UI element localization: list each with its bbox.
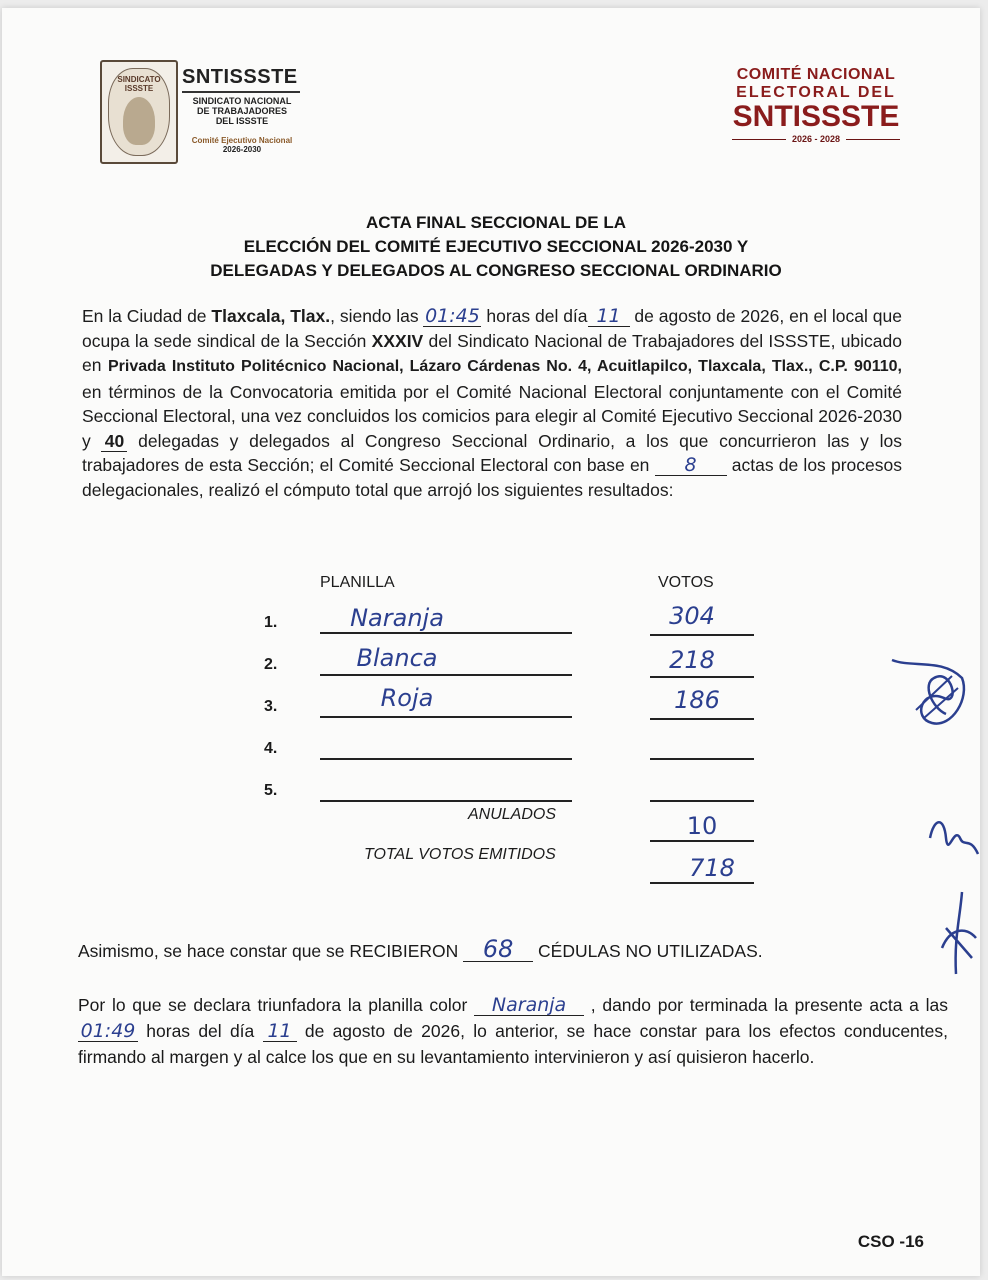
start-hour-field: 01:45: [425, 305, 480, 327]
electoral-committee-logo: COMITÉ NACIONAL ELECTORAL DEL SNTISSSTE: [732, 66, 900, 133]
planilla-line: [320, 632, 572, 634]
brand-committee: Comité Ejecutivo Nacional 2026-2030: [191, 136, 293, 154]
section-number: XXXIV: [371, 330, 424, 351]
unused-ballots-field: 68: [463, 939, 533, 962]
row-number: 2.: [264, 656, 278, 673]
address: Privada Instituto Politécnico Nacional, Lázaro Cárdenas No. 4, Acuitlapilco, Tlaxcala, Tlax., C.P. 90110,: [107, 358, 903, 375]
total-value: 718: [689, 854, 735, 882]
signature-3: [936, 888, 982, 978]
brand-subtitle: SINDICATO NACIONAL DE TRABAJADORES DEL ISSSTE: [192, 96, 292, 126]
votes-line: [650, 718, 754, 720]
column-header-votos: VOTOS: [658, 574, 714, 591]
document-page: [2, 8, 980, 1276]
brand-name: SNTISSSTE: [182, 66, 298, 88]
end-day-field: 11: [263, 1021, 297, 1042]
winner-field: Naranja: [474, 995, 584, 1016]
closing-paragraph: Por lo que se declara triunfadora la planilla color Naranja , dando por terminada la presente acta a las 01:49 horas del día 11 de agosto de 2026, lo anterior, se hace constar para los efectos conducentes, firmando al margen y al calce los que en su levantamiento intervinieron y así quisieron hacerlo.: [78, 994, 948, 1067]
document-code: CSO -16: [857, 1232, 924, 1251]
end-hour-field: 01:49: [78, 1021, 138, 1042]
signature-1: [882, 648, 972, 738]
votes-value: 186: [674, 686, 720, 714]
votes-line: [650, 800, 754, 802]
planilla-line: [320, 674, 572, 676]
votes-line: [650, 758, 754, 760]
actas-count-field: 8: [655, 455, 727, 476]
seal-text: SINDICATO ISSSTE: [117, 75, 161, 93]
total-label: TOTAL VOTOS EMITIDOS: [364, 846, 556, 863]
votes-value: 304: [669, 602, 715, 630]
document-title: ACTA FINAL SECCIONAL DE LA ELECCIÓN DEL COMITÉ EJECUTIVO SECCIONAL 2026-2030 Y DELEGADAS Y DELEGADOS AL CONGRESO SECCIONAL ORDINARIO: [210, 213, 782, 280]
planilla-name: Blanca: [356, 644, 438, 672]
anulados-line: [650, 840, 754, 842]
planilla-name: Naranja: [350, 604, 444, 632]
votes-line: [650, 676, 754, 678]
city: Tlaxcala, Tlax.: [211, 306, 331, 326]
delegates-count: 40: [101, 431, 127, 452]
row-number: 1.: [264, 614, 278, 631]
planilla-line: [320, 716, 572, 718]
body-paragraph: En la Ciudad de Tlaxcala, Tlax., siendo las 01:45 horas del día 11 de agosto de 2026, en el local que ocupa la sede sindical de la Sección XXXIV del Sindicato Nacional de Trabajadores del ISSSTE, ubicado en Privada Instituto Politécnico Nacional, Lázaro Cárdenas No. 4, Acuitlapilco, Tlaxcala, Tlax., C.P. 90110, en términos de la Convocatoria emitida por el Comité Nacional Electoral conjuntamente con el Comité Seccional Electoral, una vez concluidos los comicios para elegir al Comité Ejecutivo Seccional 2026-2030 y 40 delegadas y delegados al Congreso Seccional Ordinario, a los que concurrieron las y los trabajadores de esta Sección; el Comité Seccional Electoral con base en 8 actas de los procesos delegacionales, realizó el cómputo total que arrojó los siguientes resultados:: [82, 305, 903, 500]
planilla-name: Roja: [380, 684, 434, 712]
unused-ballots-statement: Asimismo, se hace constar que se RECIBIERON 68 CÉDULAS NO UTILIZADAS.: [78, 935, 763, 963]
anulados-label: ANULADOS: [468, 806, 557, 823]
brand-divider: [182, 91, 300, 93]
union-seal-logo: [100, 60, 178, 164]
planilla-line: [320, 800, 572, 802]
row-number: 5.: [264, 782, 278, 799]
planilla-line: [320, 758, 572, 760]
electoral-committee-years: 2026 - 2028: [724, 134, 908, 144]
signature-2: [924, 808, 984, 868]
total-line: [650, 882, 754, 884]
votes-line: [650, 634, 754, 636]
row-number: 3.: [264, 698, 278, 715]
eagle-emblem-icon: [123, 97, 155, 145]
row-number: 4.: [264, 740, 278, 757]
start-day-field: 11: [588, 306, 630, 327]
column-header-planilla: PLANILLA: [320, 574, 395, 591]
anulados-value: 10: [686, 812, 718, 840]
votes-value: 218: [669, 646, 715, 674]
